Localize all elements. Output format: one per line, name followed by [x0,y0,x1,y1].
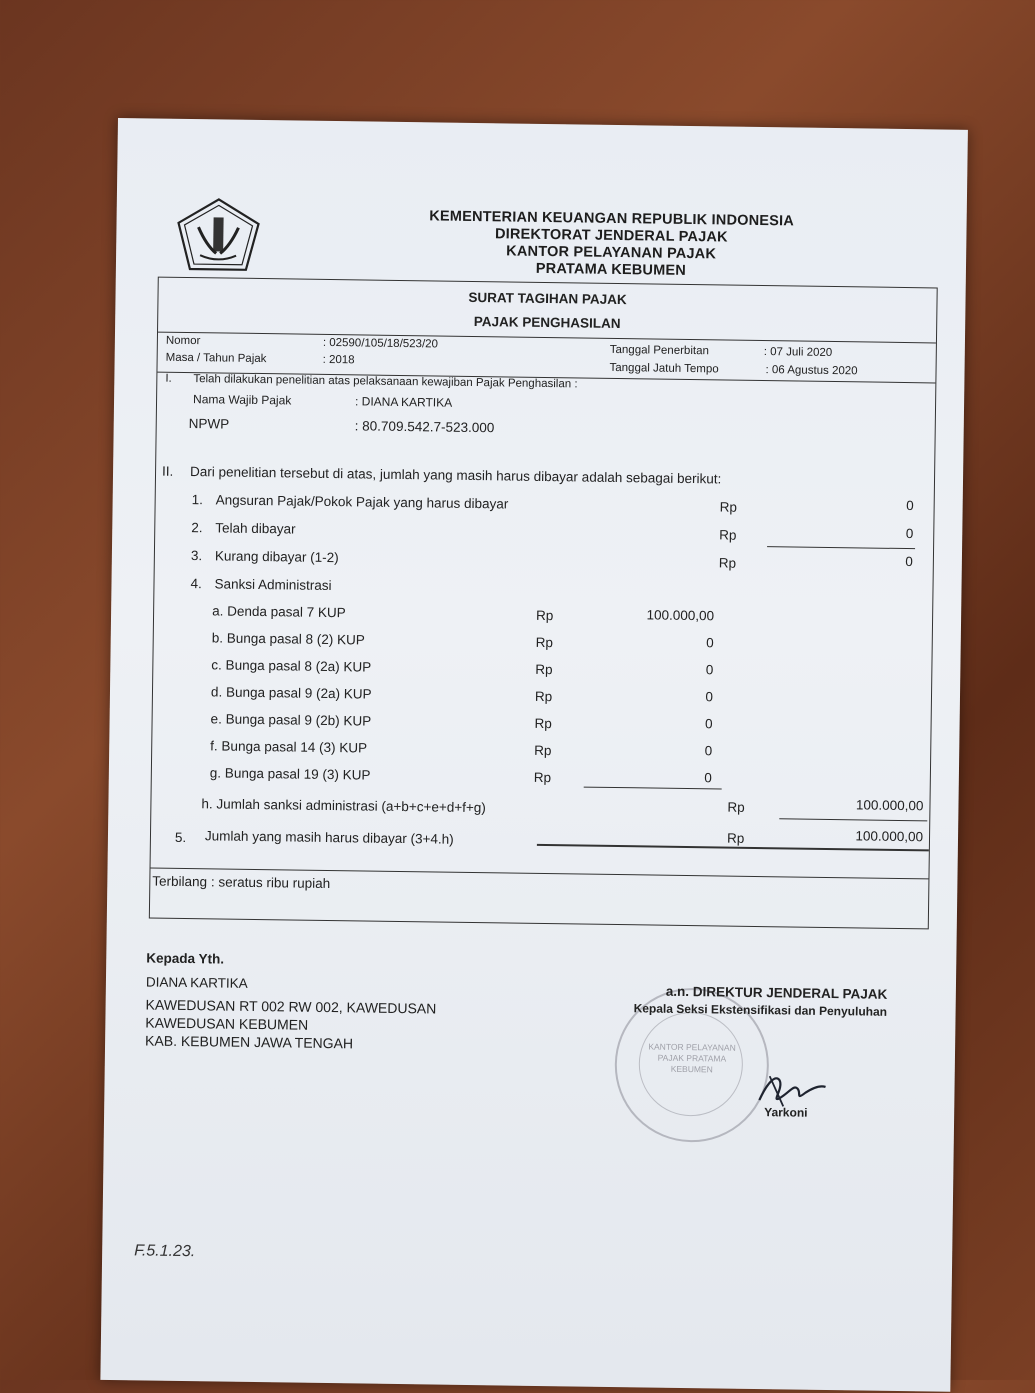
stamp-line-3: KEBUMEN [670,1063,713,1075]
sanction-d-currency: Rp [534,688,553,705]
stamp-line-1: KANTOR PELAYANAN [648,1041,736,1053]
sanction-e-currency: Rp [534,715,552,732]
form-code: F.5.1.23. [134,1242,196,1261]
sanction-e-value: 0 [704,716,713,732]
taxpayer-name-value: : DIANA KARTIKA [354,394,453,410]
item-1-label: Angsuran Pajak/Pokok Pajak yang harus dibayar [215,492,509,512]
due-date-label: Tanggal Jatuh Tempo [609,361,719,376]
item-2-label: Telah dibayar [215,520,296,537]
item-3-number: 3. [190,548,203,564]
grand-total-value: 100.000,00 [855,828,924,845]
taxpayer-name-label: Nama Wajib Pajak [192,392,292,408]
item-4-number: 4. [190,576,202,592]
sanction-f-label: f. Bunga pasal 14 (3) KUP [210,738,368,756]
recipient-heading: Kepada Yth. [146,950,225,967]
subtotal-underline [767,546,915,549]
section-2-intro: Dari penelitian tersebut di atas, jumlah yang masih harus dibayar adalah sebagai berikut: [189,464,722,487]
sanction-g-label: g. Bunga pasal 19 (3) KUP [209,765,371,783]
sanction-total-underline [779,818,927,821]
due-date-value: : 06 Agustus 2020 [765,364,858,378]
npwp-label: NPWP [188,416,230,432]
tax-period-value: : 2018 [322,353,355,367]
bill-title: SURAT TAGIHAN PAJAK [468,289,627,308]
directorate-name: DIREKTORAT JENDERAL PAJAK [494,226,728,246]
sanction-g-value: 0 [704,770,712,786]
item-1-value: 0 [906,498,914,514]
issue-date-value: : 07 Juli 2020 [763,346,833,359]
item-1-currency: Rp [719,499,737,515]
bill-subtitle: PAJAK PENGHASILAN [473,313,621,332]
sanction-subtotal-underline [584,787,722,790]
sanction-b-currency: Rp [535,634,554,651]
nomor-value: : 02590/105/18/523/20 [322,336,439,351]
item-2-currency: Rp [719,527,737,543]
section-1-intro: Telah dilakukan penelitian atas pelaksanaan kewajiban Pajak Penghasilan : [193,373,578,391]
sanction-c-label: c. Bunga pasal 8 (2a) KUP [211,657,372,675]
signatory-authority: a.n. DIREKTUR JENDERAL PAJAK [665,983,888,1002]
bill-table [149,277,938,930]
sanction-e-label: e. Bunga pasal 9 (2b) KUP [210,711,372,729]
sanction-d-value: 0 [705,689,714,705]
sanction-b-label: b. Bunga pasal 8 (2) KUP [211,630,365,648]
item-1-number: 1. [191,492,204,508]
sanction-f-currency: Rp [534,742,552,759]
recipient-name: DIANA KARTIKA [145,974,248,991]
grand-total-label: Jumlah yang masih harus dibayar (3+4.h) [204,828,454,847]
section-1-number: I. [165,372,172,385]
tax-bill-document [100,118,968,1392]
recipient-address-line-1: KAWEDUSAN RT 002 RW 002, KAWEDUSAN [145,996,437,1017]
sanction-total-label: h. Jumlah sanksi administrasi (a+b+c+e+d+f+g) [201,796,486,816]
sanction-g-currency: Rp [533,769,552,786]
item-4-label: Sanksi Administrasi [214,576,332,594]
item-2-value: 0 [905,526,914,542]
item-3-value: 0 [905,554,913,570]
sanction-d-label: d. Bunga pasal 9 (2a) KUP [210,684,372,702]
signatory-name: Yarkoni [764,1105,808,1120]
issue-date-label: Tanggal Penerbitan [609,343,709,358]
sanction-f-value: 0 [704,743,713,759]
grand-total-currency: Rp [726,830,745,846]
npwp-value: : 80.709.542.7-523.000 [354,418,495,436]
stamp-line-2: PAJAK PRATAMA [657,1052,727,1064]
item-3-currency: Rp [718,555,737,571]
office-name: KANTOR PELAYANAN PAJAK [506,243,717,263]
sanction-total-currency: Rp [727,799,745,815]
sanction-a-value: 100.000,00 [646,607,715,624]
sanction-a-label: a. Denda pasal 7 KUP [212,603,346,621]
sanction-total-value: 100.000,00 [855,797,924,814]
recipient-address-line-3: KAB. KEBUMEN JAWA TENGAH [145,1032,354,1052]
nomor-label: Nomor [165,334,201,348]
section-2-number: II. [161,463,174,479]
sanction-c-value: 0 [705,662,714,678]
item-3-label: Kurang dibayar (1-2) [214,548,339,566]
item-2-number: 2. [191,520,203,536]
office-branch: PRATAMA KEBUMEN [535,260,687,279]
sanction-a-currency: Rp [535,607,554,624]
ministry-name: KEMENTERIAN KEUANGAN REPUBLIK INDONESIA [429,208,795,230]
grand-total-number: 5. [174,829,187,846]
signatory-title: Kepala Seksi Ekstensifikasi dan Penyuluhan [633,1001,888,1019]
amount-in-words: Terbilang : seratus ribu rupiah [152,873,331,892]
sanction-b-value: 0 [706,635,714,651]
sanction-c-currency: Rp [535,661,553,678]
tax-period-label: Masa / Tahun Pajak [165,351,267,366]
recipient-address-line-2: KAWEDUSAN KEBUMEN [145,1014,309,1033]
